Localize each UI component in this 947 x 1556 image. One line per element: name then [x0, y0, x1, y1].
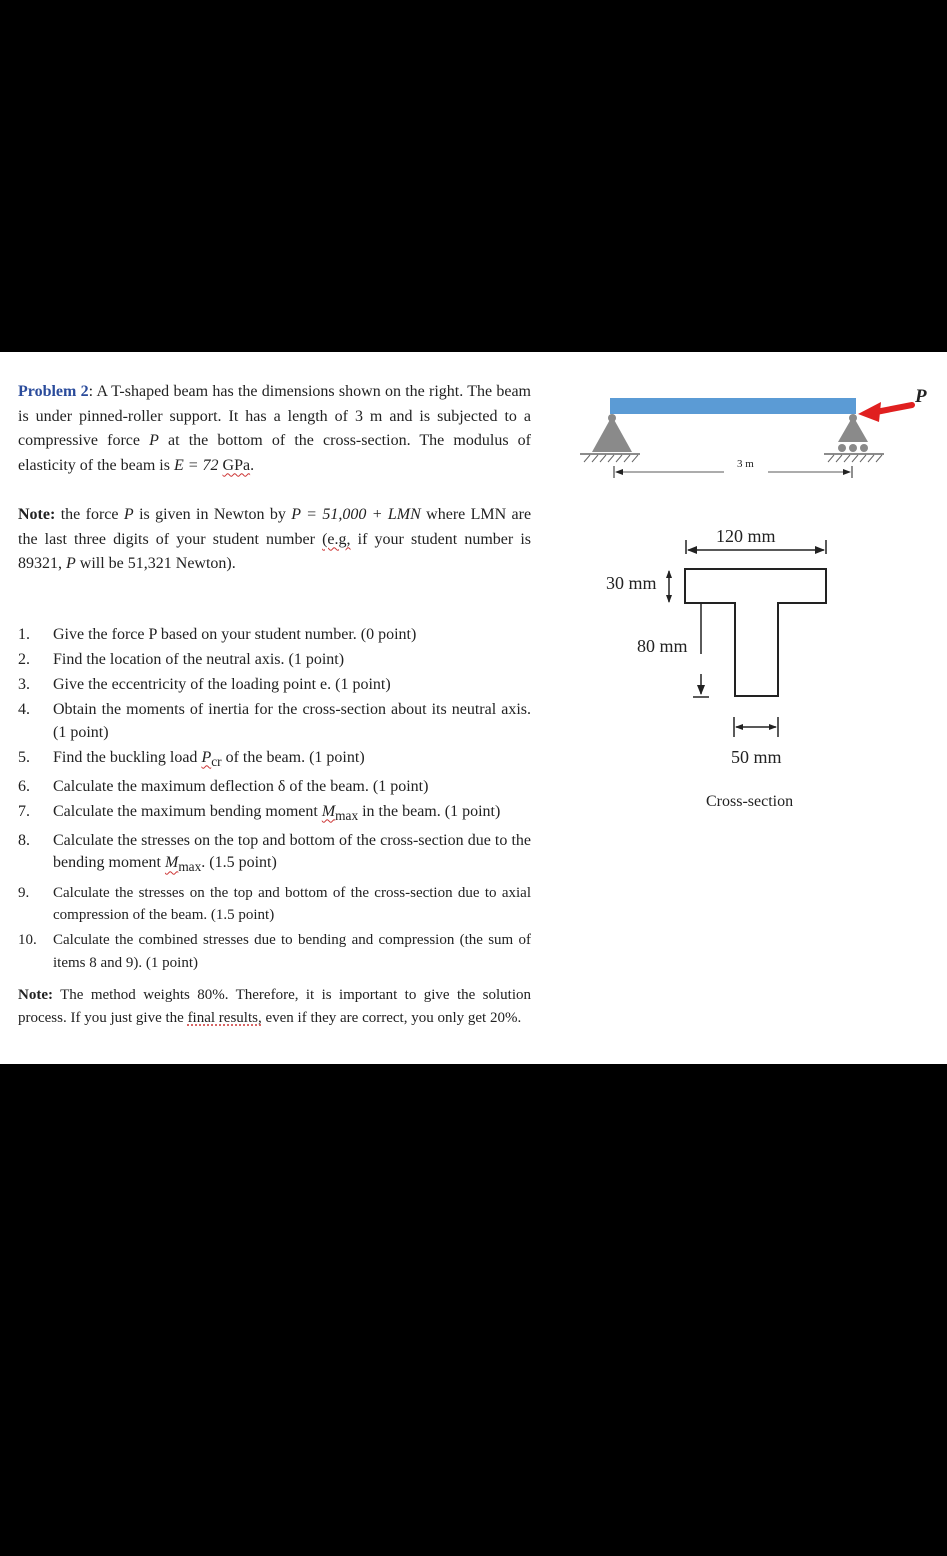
applied-force	[858, 386, 927, 422]
width-label: 120 mm	[716, 526, 776, 546]
question-item: 1. Give the force P based on your student number. (0 point)	[18, 626, 417, 643]
t-section	[685, 569, 826, 696]
question-item: 5. Find the buckling load $P_{cr}$ of the beam. (1 point)	[18, 748, 365, 769]
document-page	[0, 352, 947, 1064]
modulus-unit: GPa	[222, 456, 251, 474]
force-formula: P = 51,000 + LMN	[291, 506, 421, 523]
pinned-support	[580, 414, 640, 462]
cross-section-diagram	[606, 526, 826, 810]
note-force-definition: Note: the force P is given in Newton by P = 51,000 + LMN where LMN are the last three digits of your student number (e.g, if your student number is 89321, P will be 51,321 Newton).	[18, 506, 532, 572]
question-item: 10. Calculate the combined stresses due to bending and compression (the sum of items 8 and 9). (1 point)	[18, 932, 531, 971]
cross-section-caption: Cross-section	[706, 793, 794, 810]
figures	[0, 352, 947, 1064]
question-item: 4. Obtain the moments of inertia for the cross-section about its neutral axis. (1 point)	[18, 701, 531, 741]
question-item: 3. Give the eccentricity of the loading point e. (1 point)	[18, 676, 391, 693]
question-item: 2. Find the location of the neutral axis. (1 point)	[18, 651, 345, 668]
beam-diagram	[580, 386, 927, 478]
beam	[610, 398, 856, 414]
question-item: 9. Calculate the stresses on the top and bottom of the cross-section due to axial compression of the beam. (1.5 point)	[18, 884, 531, 924]
roller-support	[824, 414, 884, 462]
question-item: 6. Calculate the maximum deflection δ of the beam. (1 point)	[18, 777, 429, 795]
length-dimension	[614, 458, 852, 478]
question-item: 7. Calculate the maximum bending moment $M_{max}$ in the beam. (1 point)	[18, 802, 501, 823]
web-width-label: 50 mm	[731, 747, 782, 767]
eg-marker: (e.g,	[322, 530, 351, 548]
note-label: Note:	[18, 506, 56, 523]
web-height-label: 80 mm	[637, 636, 688, 656]
flange-thickness-label: 30 mm	[606, 573, 657, 593]
modulus-value: E = 72	[173, 456, 219, 474]
problem-label: Problem 2	[18, 383, 89, 400]
problem-statement: Problem 2: A T-shaped beam has the dimensions shown on the right. The beam is under pinned-roller support. It has a length of 3 m and is subjected to a compressive force P at the bottom of the cross-section. The modulus of elasticity of the beam is E = 72 GPa.	[18, 383, 532, 474]
length-label: 3 m	[737, 458, 754, 470]
force-symbol: P	[149, 432, 159, 449]
problem-text: A T-shaped beam has the dimensions shown on the right. The beam is under pinned-roller support. It has a length of 3 m and is subjected to a compressive force	[18, 383, 532, 449]
force-label: P	[915, 386, 927, 407]
note-grading: Note: The method weights 80%. Therefore, it is important to give the solution process. If you just give the final results, even if they are correct, you only get 20%.	[18, 987, 531, 1026]
question-item: 8. Calculate the stresses on the top and bottom of the cross-section due to the bending moment $M_{max}$. (1.5 point)	[18, 831, 531, 875]
final-results-text: final results,	[187, 1009, 262, 1026]
